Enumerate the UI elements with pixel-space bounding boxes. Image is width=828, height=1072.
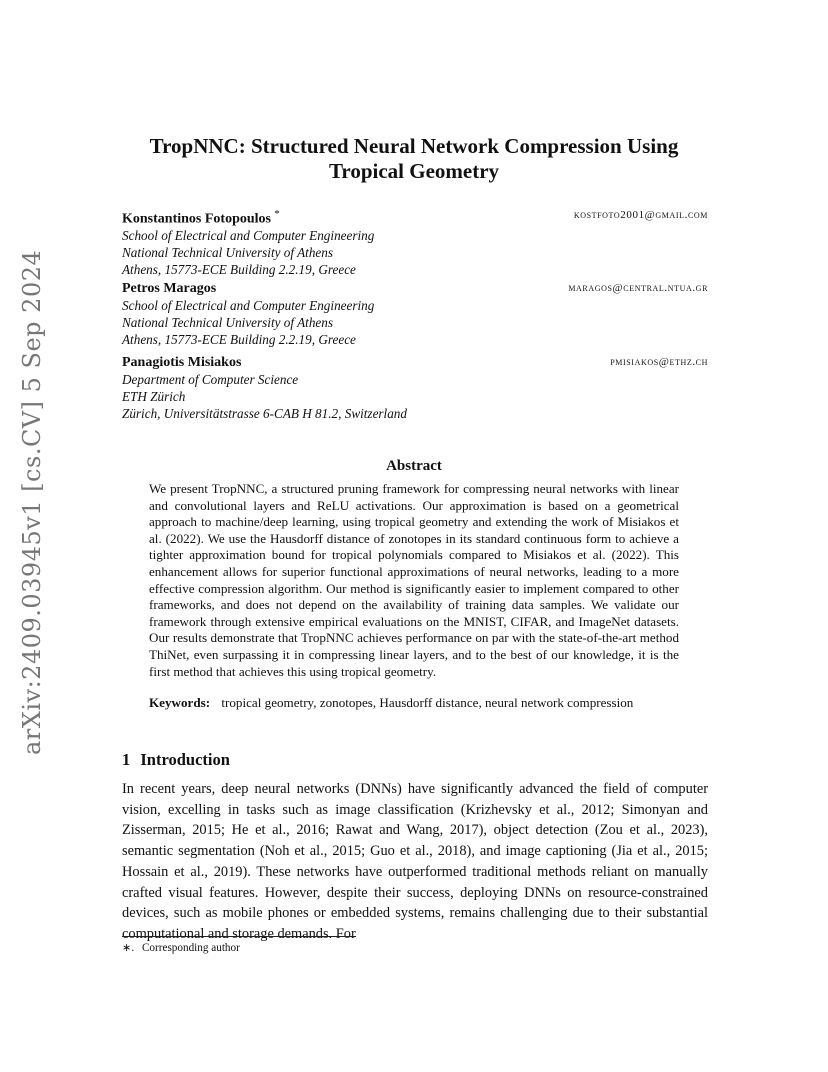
abstract-text: We present TropNNC, a structured pruning framework for compressing neural networks with linear and convolutional layers and ReLU activations. Our approximation is based on a geometrical approach to machine/deep learning, using tropical geometry and extending the work of Misiakos et al. (2022). We use the Hausdorff distance of zonotopes in its standard continuous form to achieve a tighter approximation bound for tropical polynomials compared to Misiakos et al. (2022). This enhancement allows for superior functional approximations of neural networks, leading to a more effective compression algorithm. Our method is significantly easier to implement compared to other frameworks, and does not depend on the availability of training data samples. We validate our framework through extensive empirical evaluations on the MNIST, CIFAR, and ImageNet datasets. Our results demonstrate that TropNNC achieves performance on par with the state-of-the-art method ThiNet, even surpassing it in compressing linear layers, and to the best of our knowledge, it is the first method that achieves this using tropical geometry. bbox=[149, 481, 679, 679]
affiliation-line: School of Electrical and Computer Engineering bbox=[122, 228, 375, 244]
footnote-mark: ∗. bbox=[122, 942, 135, 954]
author-block-2 bbox=[122, 279, 708, 348]
footnote-divider bbox=[122, 936, 356, 937]
affiliation-line: National Technical University of Athens bbox=[122, 315, 333, 330]
affiliation-line: School of Electrical and Computer Engineering bbox=[122, 298, 375, 313]
paper-title bbox=[60, 134, 768, 184]
author-name: Panagiotis Misiakos bbox=[122, 355, 242, 370]
keywords-list: tropical geometry, zonotopes, Hausdorff distance, neural network compression bbox=[221, 695, 634, 710]
keywords-label: Keywords: bbox=[149, 695, 211, 710]
section-number: 1 bbox=[122, 750, 131, 769]
author-block-1 bbox=[122, 206, 708, 278]
author-block-3 bbox=[122, 353, 708, 422]
introduction-paragraph: In recent years, deep neural networks (DNNs) have significantly advanced the field of computer vision, excelling in tasks such as image classification (Krizhevsky et al., 2012; Simonyan and Zisserman, 2015; He et al., 2016; Rawat and Wang, 2017), object detection (Zou et al., 2023), semantic segmentation (Noh et al., 2015; Guo et al., 2018), and image captioning (Jia et al., 2015; Hossain et al., 2019). These networks have outperformed traditional methods reliant on manually crafted visual features. However, despite their success, deploying DNNs on resource-constrained devices, such as mobile phones or embedded systems, remains challenging due to their substantial computational and storage demands. For bbox=[122, 781, 708, 942]
affiliation-line: ETH Zürich bbox=[122, 389, 186, 404]
affiliation-line: Zürich, Universitätstrasse 6-CAB H 81.2, Switzerland bbox=[122, 406, 407, 421]
title-line-2: Tropical Geometry bbox=[328, 159, 500, 183]
section-title: Introduction bbox=[140, 750, 230, 769]
affiliation-line: Athens, 15773-ECE Building 2.2.19, Greece bbox=[122, 262, 356, 278]
footnote bbox=[122, 941, 240, 954]
author-email[interactable]: maragos@central.ntua.gr bbox=[568, 282, 708, 294]
author-marker: * bbox=[274, 208, 280, 220]
section-heading bbox=[122, 750, 230, 770]
affiliation-line: National Technical University of Athens bbox=[122, 245, 333, 261]
author-email[interactable]: kostfoto2001@gmail.com bbox=[573, 209, 708, 221]
keywords bbox=[149, 695, 679, 712]
affiliation-line: Department of Computer Science bbox=[122, 372, 299, 387]
author-email[interactable]: pmisiakos@ethz.ch bbox=[610, 356, 708, 368]
footnote-text: Corresponding author bbox=[141, 942, 240, 954]
arxiv-identifier: arXiv:2409.03945v1 [cs.CV] 5 Sep 2024 bbox=[18, 249, 46, 755]
title-line-1: TropNNC: Structured Neural Network Compression Using bbox=[149, 134, 679, 158]
affiliation-line: Athens, 15773-ECE Building 2.2.19, Greece bbox=[122, 332, 356, 347]
author-name: Konstantinos Fotopoulos bbox=[122, 211, 271, 227]
author-name: Petros Maragos bbox=[122, 281, 217, 296]
abstract-heading: Abstract bbox=[386, 458, 442, 474]
